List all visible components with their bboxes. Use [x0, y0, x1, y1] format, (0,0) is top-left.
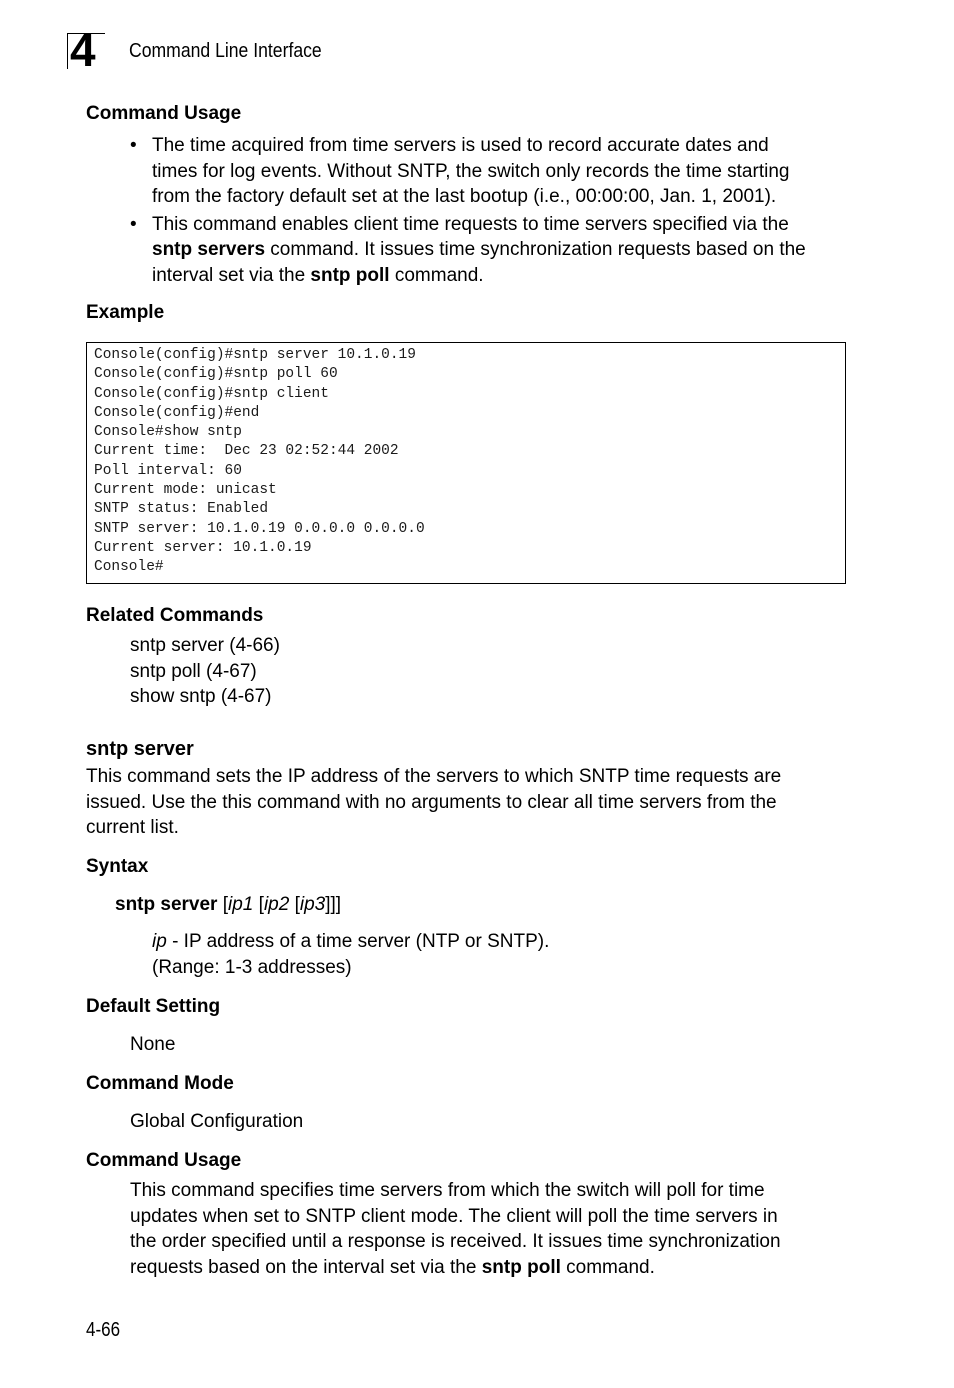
usage-line: the order specified until a response is received. It issues time synchronization [130, 1231, 781, 1252]
related-command-item: sntp server (4-66) [130, 635, 280, 656]
bullet-dot: • [130, 213, 137, 235]
description-line: issued. Use the this command with no arguments to clear all time servers from the [86, 791, 777, 813]
syntax-arg: ip2 [263, 894, 290, 915]
code-line: Console(config)#sntp client [94, 385, 329, 402]
parameter-name: ip [152, 931, 167, 952]
command-usage-heading: Command Usage [86, 103, 242, 124]
command-mode-heading: Command Mode [86, 1073, 234, 1094]
default-setting-value: None [130, 1034, 176, 1055]
page-number: 4-66 [86, 1319, 121, 1341]
code-line: Current time: Dec 23 02:52:44 2002 [94, 443, 399, 460]
command-usage-heading-2: Command Usage [86, 1150, 242, 1171]
example-code-box [86, 342, 846, 584]
syntax-arg: ip1 [228, 894, 254, 915]
bullet-line: times for log events. Without SNTP, the switch only records the time starting [152, 160, 790, 182]
chapter-number: 4 [70, 24, 96, 76]
default-setting-heading: Default Setting [86, 996, 221, 1017]
code-line: Current mode: unicast [94, 482, 277, 499]
command-usage-text [130, 1178, 860, 1280]
usage-line: This command specifies time servers from which the switch will poll for time [130, 1180, 765, 1201]
bullet-line: This command enables client time requests to time servers specified via the [152, 213, 789, 235]
bullet-dot: • [130, 135, 137, 156]
bullet-line: from the factory default set at the last bootup (i.e., 00:00:00, Jan. 1, 2001). [152, 186, 777, 207]
description-line: This command sets the IP address of the servers to which SNTP time requests are [86, 766, 782, 787]
code-line: Console(config)#end [94, 404, 260, 421]
command-usage-bullets [130, 133, 850, 288]
related-commands-heading: Related Commands [86, 605, 264, 626]
syntax-heading: Syntax [86, 856, 149, 877]
code-line: Current server: 10.1.0.19 [94, 539, 312, 556]
description-line: current list. [86, 817, 179, 838]
bullet-line: interval set via the sntp poll command. [152, 264, 484, 286]
code-line: Console# [94, 559, 164, 576]
code-line: SNTP server: 10.1.0.19 0.0.0.0 0.0.0.0 [94, 520, 425, 537]
code-line: SNTP status: Enabled [94, 501, 269, 518]
bullet-line: sntp servers command. It issues time synchronization requests based on the [152, 239, 806, 260]
syntax-command: sntp server [115, 894, 218, 915]
command-ref: sntp servers [152, 239, 266, 260]
bullet-item [130, 212, 850, 289]
running-header: Command Line Interface [129, 40, 322, 62]
bullet-item [130, 133, 850, 210]
related-commands-list [130, 633, 280, 710]
section-title: sntp server [86, 738, 194, 760]
code-line: Poll interval: 60 [94, 462, 242, 479]
code-line: Console(config)#sntp poll 60 [94, 366, 338, 383]
code-line: Console(config)#sntp server 10.1.0.19 [94, 347, 416, 363]
syntax-arg: ip3 [299, 894, 326, 915]
bullet-line: The time acquired from time servers is used to record accurate dates and [152, 135, 769, 156]
usage-line: updates when set to SNTP client mode. The client will poll the time servers in [130, 1205, 778, 1227]
example-heading: Example [86, 302, 165, 323]
related-command-item: sntp poll (4-67) [130, 660, 257, 682]
command-ref: sntp poll [310, 264, 390, 286]
code-line: Console#show sntp [94, 424, 242, 441]
command-mode-value: Global Configuration [130, 1111, 304, 1132]
command-ref: sntp poll [481, 1256, 561, 1278]
section-description [86, 764, 866, 841]
parameter-description: ip - IP address of a time server (NTP or SNTP). (Range: 1-3 addresses) [152, 929, 549, 980]
parameter-range: (Range: 1-3 addresses) [152, 956, 352, 978]
syntax-line: sntp server [ip1 [ip2 [ip3]]] [115, 894, 342, 915]
related-command-item: show sntp (4-67) [130, 686, 272, 707]
usage-line: requests based on the interval set via the sntp poll command. [130, 1256, 655, 1278]
